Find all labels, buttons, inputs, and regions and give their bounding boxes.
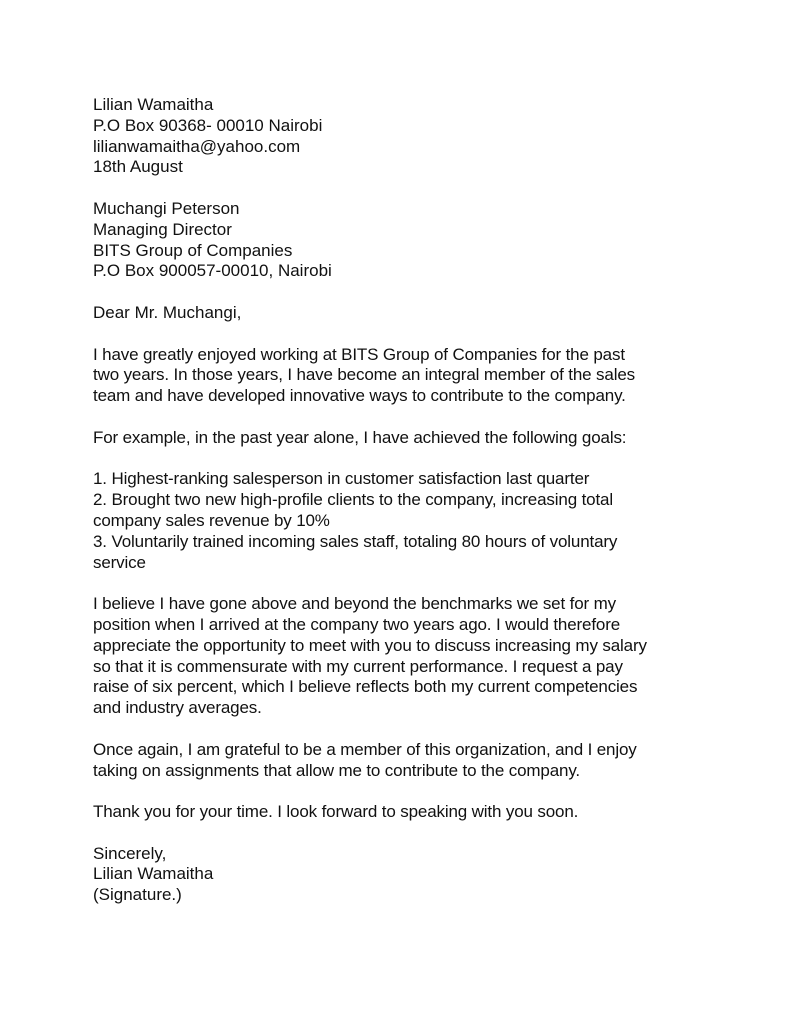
valediction: Sincerely, (93, 843, 167, 863)
sender-email: lilianwamaitha@yahoo.com (93, 136, 301, 156)
salutation-text: Dear Mr. Muchangi, (93, 302, 242, 322)
recipient-title: Managing Director (93, 219, 232, 239)
paragraph-line: I have greatly enjoyed working at BITS Group of Companies for the past (93, 344, 625, 364)
recipient-address: P.O Box 900057-00010, Nairobi (93, 261, 332, 281)
goal-item: 2. Brought two new high-profile clients to the company, increasing total (93, 490, 613, 510)
paragraph-line: position when I arrived at the company two years ago. I would therefore (93, 614, 621, 634)
paragraph-line: appreciate the opportunity to meet with you to discuss increasing my salary (93, 635, 647, 655)
letter-content (93, 95, 733, 906)
sender-address: P.O Box 90368- 00010 Nairobi (93, 115, 323, 135)
paragraph-line: so that it is commensurate with my current performance. I request a pay (93, 656, 623, 676)
goals-intro-paragraph (93, 428, 733, 449)
thanks-paragraph (93, 802, 733, 823)
intro-paragraph (93, 345, 733, 407)
recipient-company: BITS Group of Companies (93, 240, 293, 260)
closing-name: Lilian Wamaitha (93, 864, 214, 884)
signature-placeholder: (Signature.) (93, 885, 182, 905)
closing-block (93, 844, 733, 906)
letter-date: 18th August (93, 157, 183, 177)
goal-item: 3. Voluntarily trained incoming sales staff, totaling 80 hours of voluntary (93, 531, 618, 551)
salutation (93, 303, 733, 324)
paragraph-line: raise of six percent, which I believe reflects both my current competencies (93, 677, 638, 697)
goal-item: 1. Highest-ranking salesperson in customer satisfaction last quarter (93, 469, 590, 489)
paragraph-line: team and have developed innovative ways to contribute to the company. (93, 386, 626, 406)
goal-item-continued: company sales revenue by 10% (93, 510, 330, 530)
paragraph-line: taking on assignments that allow me to contribute to the company. (93, 760, 580, 780)
paragraph-line: and industry averages. (93, 698, 262, 718)
paragraph-line: I believe I have gone above and beyond the benchmarks we set for my (93, 594, 616, 614)
gratitude-paragraph (93, 740, 733, 782)
goal-item-continued: service (93, 552, 146, 572)
paragraph-line: Once again, I am grateful to be a member of this organization, and I enjoy (93, 739, 637, 759)
paragraph-line: two years. In those years, I have become an integral member of the sales (93, 365, 635, 385)
recipient-block (93, 199, 733, 282)
paragraph-line: Thank you for your time. I look forward to speaking with you soon. (93, 802, 579, 822)
sender-block (93, 95, 733, 178)
paragraph-line: For example, in the past year alone, I have achieved the following goals: (93, 427, 627, 447)
goals-list (93, 469, 733, 573)
request-paragraph (93, 594, 733, 719)
sender-name: Lilian Wamaitha (93, 95, 214, 114)
recipient-name: Muchangi Peterson (93, 198, 240, 218)
